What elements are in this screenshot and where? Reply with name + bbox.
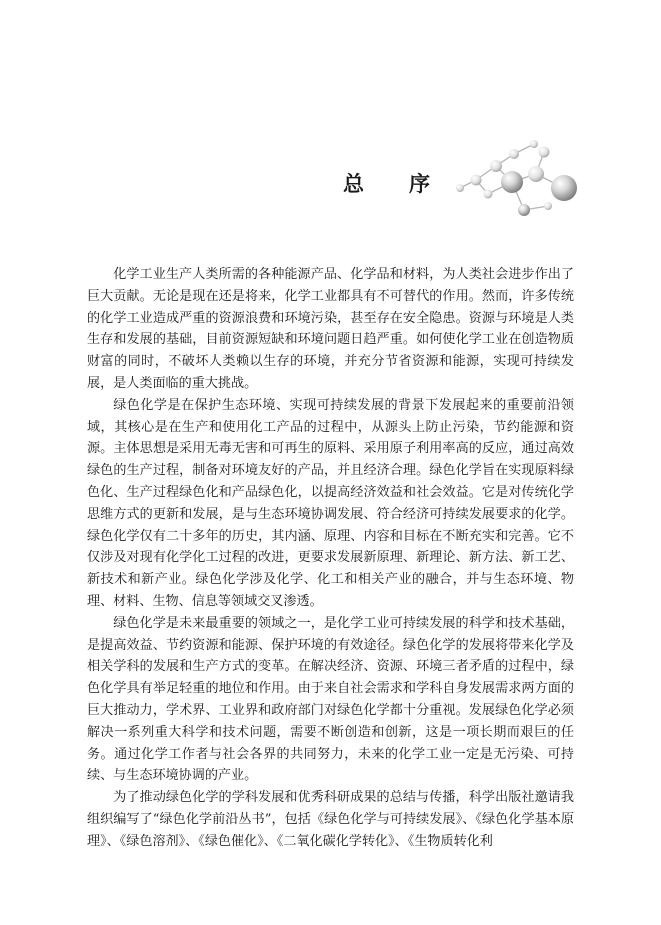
title-char-1: 总 <box>343 172 364 196</box>
paragraph: 绿色化学是未来最重要的领域之一，是化学工业可持续发展的科学和技术基础，是提高效益、节约资源和能源、保护环境的有效途径。绿色化学的发展将带来化学及相关学科的发展和生产方式的变革。在解决经济、资源、环境三者矛盾的过程中，绿色化学具有举足轻重的地位和作用。由于来自社会需求和学科自身发展需求两方面的巨大推动力，学术界、工业界和政府部门对绿色化学都十分重视。发展绿色化学必须解决一系列重大科学和技术问题，需要不断创造和创新，这是一项长期而艰巨的任务。通过化学工作者与社会各界的共同努力，未来的化学工业一定是无污染、可持续、与生态环境协调的产业。 <box>87 615 574 784</box>
title-char-2: 序 <box>409 172 430 196</box>
paragraph: 化学工业生产人类所需的各种能源产品、化学品和材料，为人类社会进步作出了巨大贡献。无论是现在还是将来，化学工业都具有不可替代的作用。然而，许多传统的化学工业造成严重的资源浪费和环境污染，甚至存在安全隐患。资源与环境是人类生存和发展的基础，目前资源短缺和环境问题日趋严重。如何使化学工业在创造物质财富的同时，不破坏人类赖以生存的环境，并充分节省资源和能源，实现可持续发展，是人类面临的重大挑战。 <box>87 267 574 391</box>
molecule-spheres-icon <box>448 130 583 220</box>
paragraph: 为了推动绿色化学的学科发展和优秀科研成果的总结与传播，科学出版社邀请我组织编写了“绿色化学前沿丛书”，包括《绿色化学与可持续发展》、《绿色化学基本原理》、《绿色溶剂》、《绿色催化》、《二氧化碳化学转化》、《生物质转化利 <box>87 790 574 849</box>
preface-body <box>87 264 574 853</box>
paragraph: 绿色化学是在保护生态环境、实现可持续发展的背景下发展起来的重要前沿领域，其核心是在生产和使用化工产品的过程中，从源头上防止污染，节约能源和资源。主体思想是采用无毒无害和可再生的原料、采用原子利用率高的反应，通过高效绿色的生产过程，制备对环境友好的产品，并且经济合理。绿色化学旨在实现原料绿色化、生产过程绿色化和产品绿色化，以提高经济效益和社会效益。它是对传统化学思维方式的更新和发展，是与生态环境协调发展、符合经济可持续发展要求的化学。绿色化学仅有二十多年的历史，其内涵、原理、内容和目标在不断充实和完善。它不仅涉及对现有化学化工过程的改进，更要求发展新原理、新理论、新方法、新工艺、新技术和新产业。绿色化学涉及化学、化工和相关产业的融合，并与生态环境、物理、材料、生物、信息等领域交叉渗透。 <box>87 397 574 609</box>
